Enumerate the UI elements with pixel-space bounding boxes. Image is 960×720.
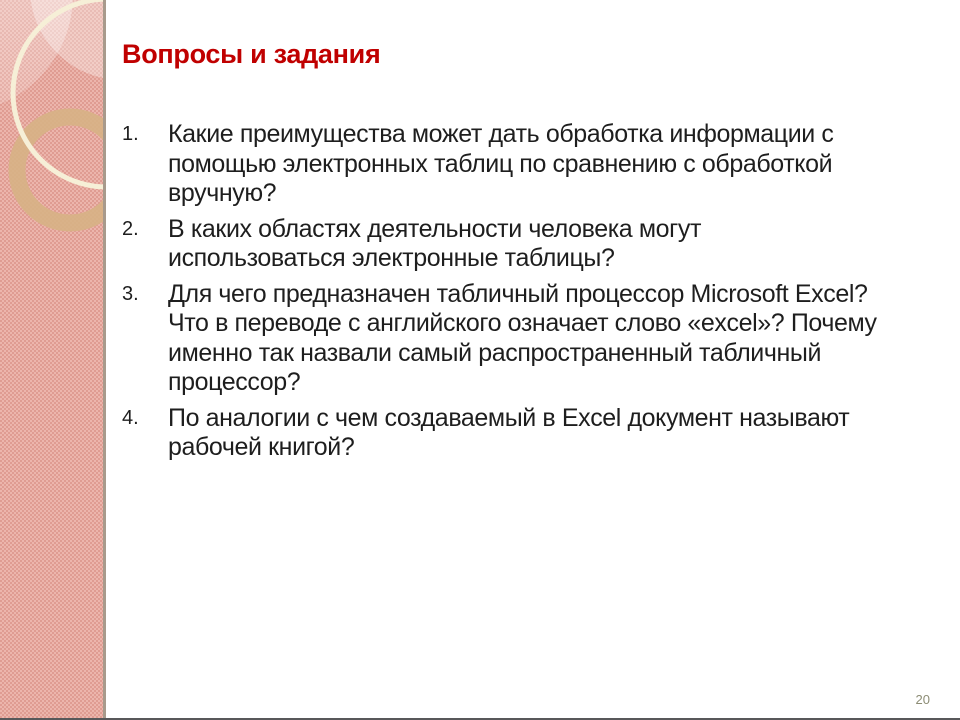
question-line: В каких областях деятельности человека могут bbox=[168, 214, 702, 243]
question-line: вручную? bbox=[168, 179, 277, 207]
question-number: 1. bbox=[122, 123, 139, 145]
question-list bbox=[122, 120, 950, 469]
question-text bbox=[168, 404, 849, 463]
question-line: процессор? bbox=[168, 368, 301, 396]
question-line: Что в переводе с английского означает слово «excel»? Почему bbox=[168, 309, 877, 337]
question-line: помощью электронных таблиц по сравнению с обработкой bbox=[168, 149, 833, 178]
question-text bbox=[168, 120, 833, 209]
question-number: 4. bbox=[122, 406, 139, 429]
question-item bbox=[122, 215, 950, 274]
question-line: Для чего предназначен табличный процессор Microsoft Excel? bbox=[168, 279, 868, 308]
question-item bbox=[122, 120, 950, 209]
question-text bbox=[168, 280, 877, 398]
question-number: 2. bbox=[122, 217, 139, 240]
question-item bbox=[122, 404, 950, 463]
question-line: Какие преимущества может дать обработка информации с bbox=[168, 120, 834, 148]
question-item bbox=[122, 280, 950, 398]
question-line: именно так назвали самый распространенный табличный bbox=[168, 338, 822, 367]
question-text bbox=[168, 215, 701, 274]
sidebar-decoration bbox=[0, 0, 106, 720]
tan-ring-icon bbox=[17, 117, 106, 223]
slide-content bbox=[106, 0, 960, 720]
question-line: По аналогии с чем создаваемый в Excel документ называют bbox=[168, 403, 850, 432]
question-number: 3. bbox=[122, 282, 139, 305]
question-line: рабочей книгой? bbox=[168, 433, 355, 461]
slide-title: Вопросы и задания bbox=[122, 39, 381, 69]
decorative-circles bbox=[0, 0, 106, 720]
question-line: использоваться электронные таблицы? bbox=[168, 244, 615, 272]
page-number: 20 bbox=[915, 692, 930, 707]
